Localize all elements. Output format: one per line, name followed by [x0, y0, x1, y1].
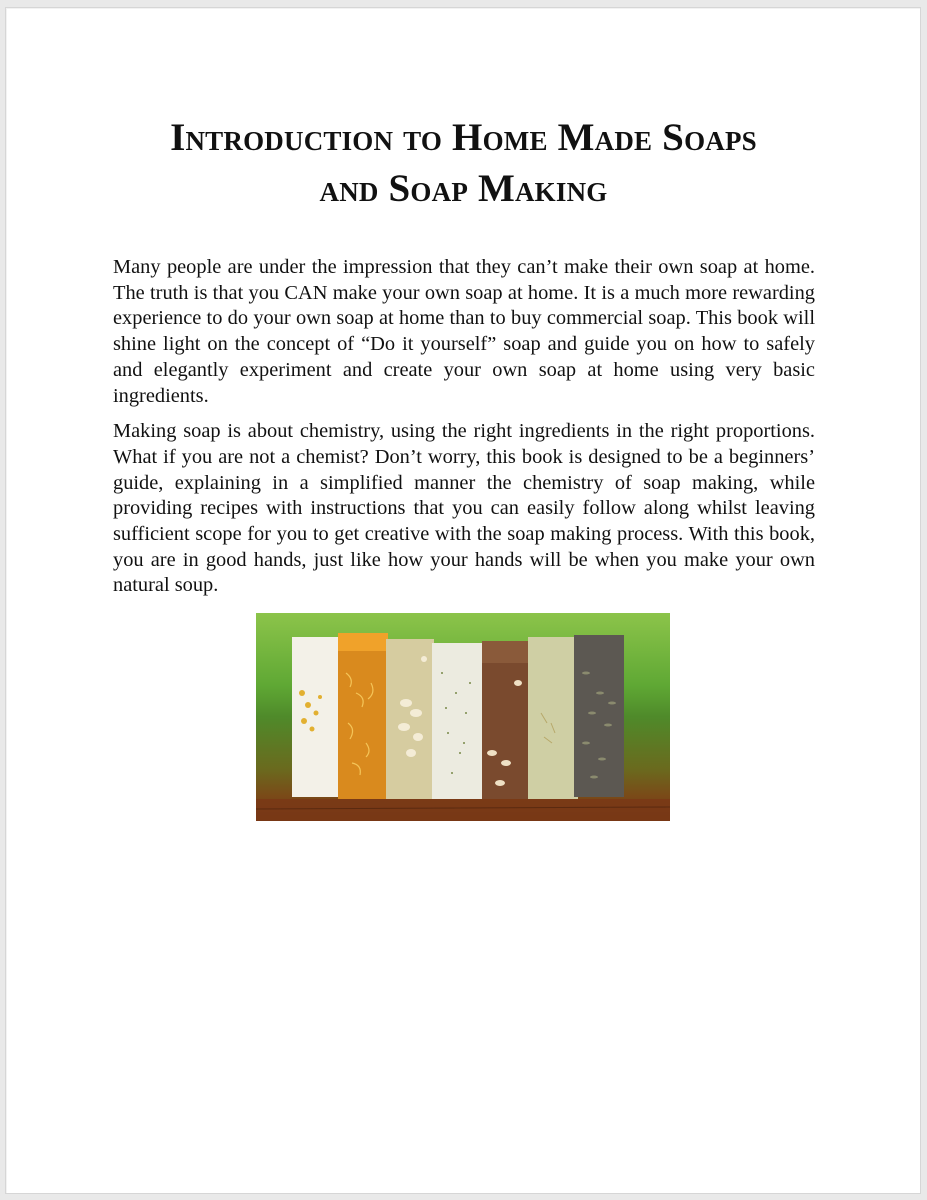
paragraph-1: Many people are under the impression that they can’t make their own soap at home. The truth is that you CAN make your own soap at home. It is a much more rewarding experience to do your own soap at home than to buy commercial soap. This book will shine light on the concept of “Do it yourself” soap and guide you on how to safely and elegantly experiment and create your own soap at home using very basic ingredients. [113, 256, 815, 407]
title-line-2: and Soap Making [319, 167, 608, 210]
page-title [0, 112, 927, 214]
soap-bars-illustration [256, 613, 670, 821]
title-line-1: Introduction to Home Made Soaps [170, 116, 757, 159]
paragraph-2: Making soap is about chemistry, using the right ingredients in the right proportions. What if you are not a chemist? Don’t worry, this book is designed to be a beginners’ guide, explaining in a simplified manner the chemistry of soap making, while providing recipes with instructions that you can easily follow along whilst leaving sufficient scope for you to get creative with the soap making process. With this book, you are in good hands, just like how your hands will be when you make your own natural soup. [113, 420, 815, 597]
body-text [113, 255, 815, 609]
soap-bars-image [256, 613, 670, 821]
